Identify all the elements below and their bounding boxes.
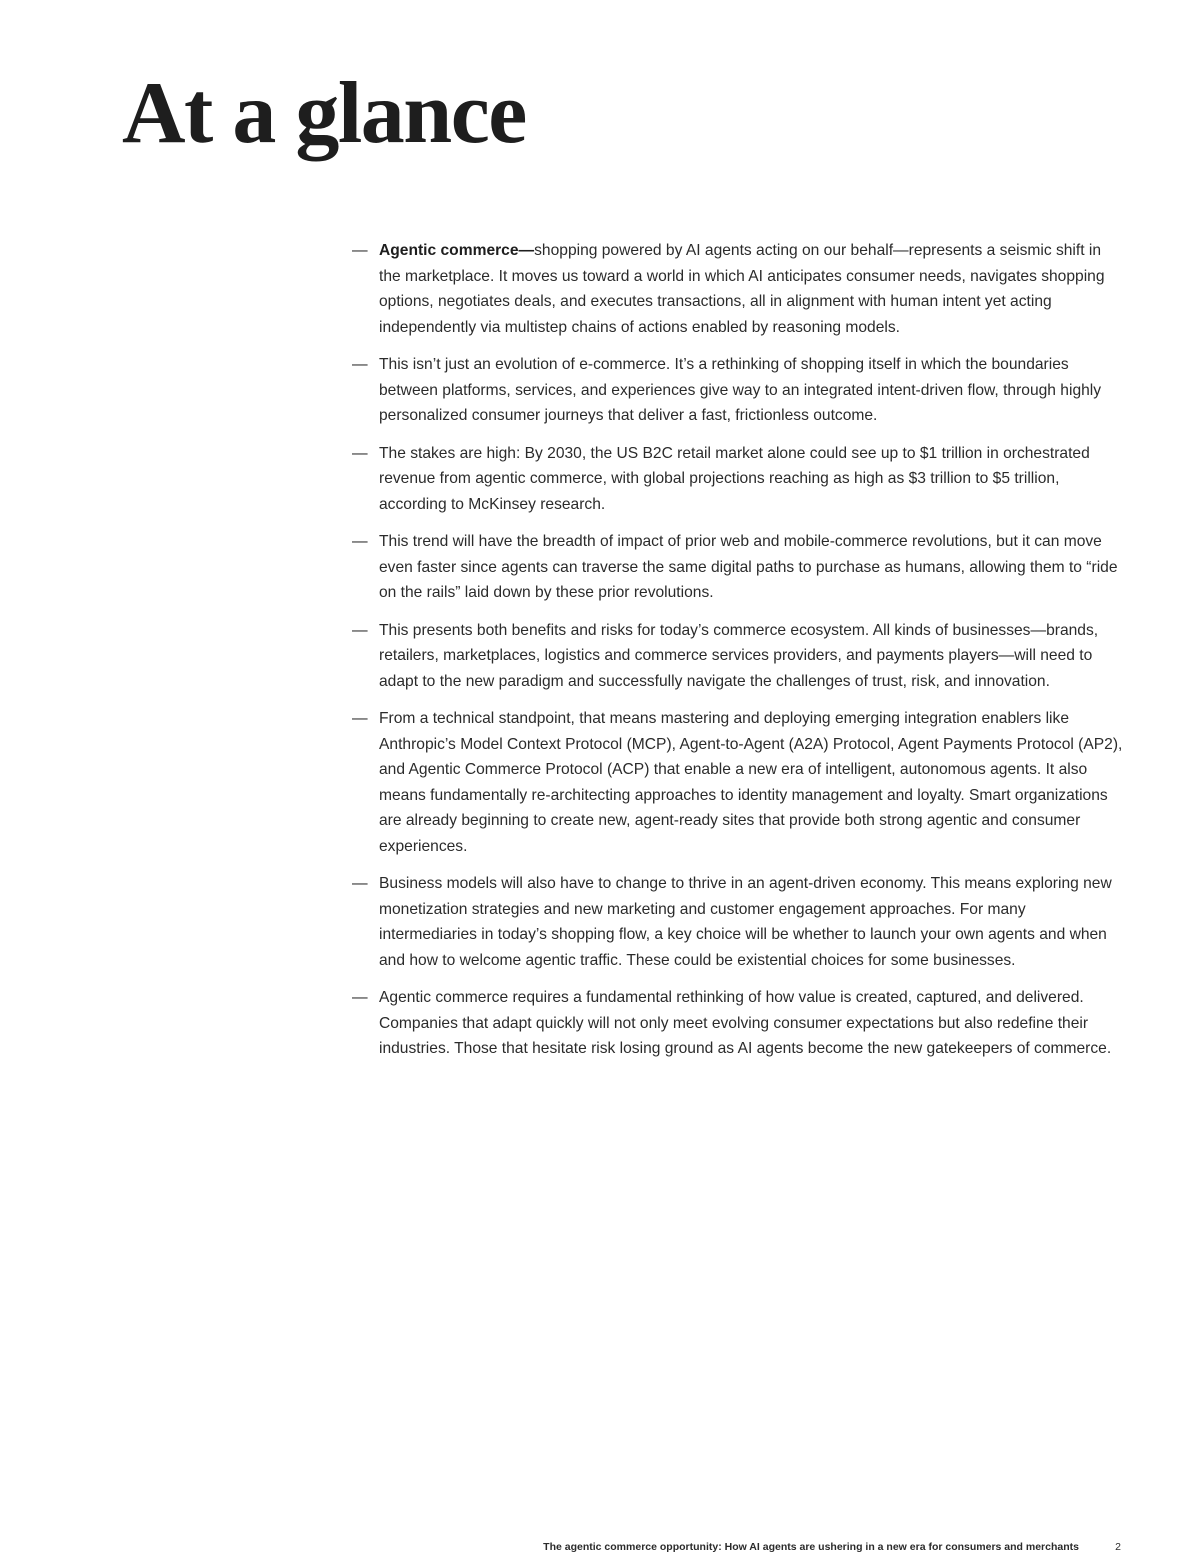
bullet-dash: —: [352, 356, 368, 373]
bullet-body-text: shopping powered by AI agents acting on our behalf—represents a seismic shift in the marketplace. It moves us toward a world in which AI anticipates consumer needs, navigates shopping options, negotiates deals, and executes transactions, all in alignment with human intent yet acting independently via multistep chains of actions enabled by reasoning models.: [379, 242, 1105, 336]
bullet-dash: —: [352, 533, 368, 550]
bullet-list: [352, 238, 1127, 1074]
bullet-text: This trend will have the breadth of impact of prior web and mobile-commerce revolutions, but it can move even faster since agents can traverse the same digital paths to purchase as humans, allowing them to “ride on the rails” laid down by these prior revolutions.: [379, 533, 1118, 601]
bullet-text: This presents both benefits and risks for today’s commerce ecosystem. All kinds of businesses—brands, retailers, marketplaces, logistics and commerce services providers, and payments players—will need to adapt to the new paradigm and successfully navigate the challenges of trust, risk, and innovation.: [379, 621, 1099, 690]
list-item: [352, 352, 1127, 429]
bullet-text: Business models will also have to change to thrive in an agent-driven economy. This means exploring new monetization strategies and new marketing and customer engagement approaches. For many intermediaries in today’s shopping flow, a key choice will be whether to launch your own agents and when and how to welcome agentic traffic. These could be existential choices for some businesses.: [379, 875, 1112, 969]
list-item: [352, 441, 1127, 518]
bullet-dash: —: [352, 444, 368, 462]
bullet-dash: —: [352, 621, 368, 639]
bullet-lead: Agentic commerce—: [379, 242, 535, 259]
bullet-dash: —: [352, 989, 368, 1006]
bullet-text: [379, 238, 1127, 340]
page-footer: [0, 1538, 1200, 1556]
bullet-text: This isn’t just an evolution of e-commerce. It’s a rethinking of shopping itself in which the boundaries between platforms, services, and experiences give way to an integrated intent-driven flow, through highly personalized consumer journeys that deliver a fast, frictionless outcome.: [379, 356, 1102, 424]
list-item: [352, 706, 1127, 859]
bullet-dash: —: [352, 242, 368, 259]
bullet-text: The stakes are high: By 2030, the US B2C retail market alone could see up to $1 trillion in orchestrated revenue from agentic commerce, with global projections reaching as high as $3 trillion to $5 trillion, according to McKinsey research.: [379, 444, 1090, 513]
bullet-text: From a technical standpoint, that means mastering and deploying emerging integration enablers like Anthropic’s Model Context Protocol (MCP), Agent-to-Agent (A2A) Protocol, Agent Payments Protocol (AP2), and Agentic Commerce Protocol (ACP) that enable a new era of intelligent, autonomous agents. It also means fundamentally re-architecting approaches to identity management and loyalty. Smart organizations are already beginning to create new, agent-ready sites that provide both strong agentic and consumer experiences.: [379, 710, 1123, 855]
bullet-text: Agentic commerce requires a fundamental rethinking of how value is created, captured, and delivered. Companies that adapt quickly will not only meet evolving consumer expectations but also redefine their industries. Those that hesitate risk losing ground as AI agents become the new gatekeepers of commerce.: [379, 989, 1112, 1057]
list-item: [352, 238, 1127, 340]
list-item: [352, 985, 1127, 1062]
footer-title: The agentic commerce opportunity: How AI agents are ushering in a new era for consumers and merchants: [543, 1541, 1079, 1553]
page-title: At a glance: [122, 65, 526, 162]
list-item: [352, 529, 1127, 606]
list-item: [352, 871, 1127, 973]
bullet-dash: —: [352, 710, 368, 727]
list-item: [352, 618, 1127, 695]
bullet-dash: —: [352, 875, 368, 892]
page-number: 2: [1115, 1541, 1121, 1553]
